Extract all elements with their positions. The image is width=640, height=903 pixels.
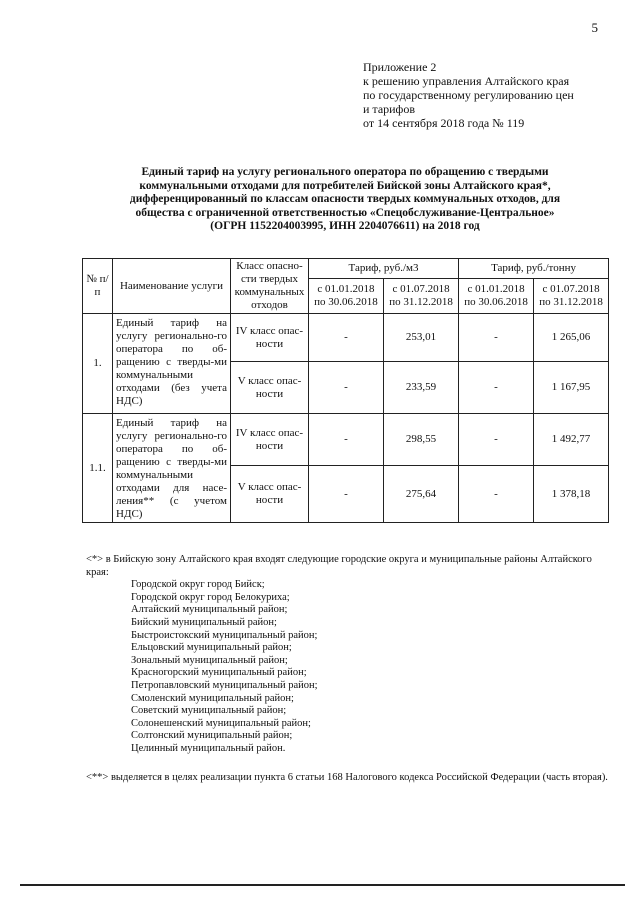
- list-item: Петропавловский муниципальный район;: [131, 679, 318, 691]
- list-item: Быстроистокский муниципальный район;: [131, 629, 318, 641]
- title-line: общества с ограниченной ответственностью «Спецобслуживание-Центральное»: [135, 206, 555, 219]
- tariff-value: -: [459, 362, 534, 414]
- table-row: [83, 314, 609, 362]
- list-item: Городской округ город Бийск;: [131, 579, 265, 591]
- appendix-line: от 14 сентября 2018 года № 119: [363, 116, 525, 130]
- district-list: [86, 579, 608, 755]
- appendix-line: по государственному регулированию цен: [363, 88, 574, 102]
- tariff-value: -: [309, 362, 384, 414]
- header-period: с 01.01.2018 по 30.06.2018: [309, 278, 384, 313]
- tariff-value: -: [309, 466, 384, 523]
- list-item: Алтайский муниципальный район;: [131, 604, 288, 616]
- list-item: Целинный муниципальный район.: [131, 742, 286, 754]
- tariff-value: 1 378,18: [534, 466, 609, 523]
- title-line: Единый тариф на услугу регионального оператора по обращению с твердыми: [141, 166, 549, 178]
- footnotes: [86, 554, 608, 784]
- list-item: Красногорский муниципальный район;: [131, 667, 307, 679]
- tariff-value: 253,01: [384, 314, 459, 362]
- tariff-value: -: [309, 414, 384, 466]
- service-name: Единый тариф на услугу регионально-го оператора по об-ращению с тверды-ми коммунальными отходами (без учета НДС): [113, 314, 231, 414]
- header-tariff-m3: Тариф, руб./м3: [309, 259, 459, 279]
- tariff-value: 275,64: [384, 466, 459, 523]
- hazard-class: V класс опас-ности: [231, 362, 309, 414]
- header-num: № п/п: [83, 259, 113, 314]
- tariff-value: -: [459, 314, 534, 362]
- bottom-rule: [20, 884, 625, 886]
- tariff-value: -: [309, 314, 384, 362]
- hazard-class: IV класс опас-ности: [231, 314, 309, 362]
- list-item: Городской округ город Белокуриха;: [131, 591, 290, 603]
- tariff-value: -: [459, 466, 534, 523]
- document-title: [80, 166, 610, 234]
- list-item: Советский муниципальный район;: [131, 705, 287, 717]
- header-row: [83, 259, 609, 279]
- title-line: (ОГРН 1152204003995, ИНН 2204076611) на 2018 год: [210, 220, 480, 232]
- row-num: 1.: [83, 314, 113, 414]
- header-tariff-ton: Тариф, руб./тонну: [459, 259, 609, 279]
- footnote-vat: <**> выделяется в целях реализации пункта 6 статьи 168 Налогового кодекса Российской Федерации (часть вторая).: [86, 771, 608, 783]
- table-row: [83, 414, 609, 466]
- list-item: Смоленский муниципальный район;: [131, 692, 294, 704]
- list-item: Зональный муниципальный район;: [131, 654, 288, 666]
- tariff-value: 1 492,77: [534, 414, 609, 466]
- header-period: с 01.07.2018 по 31.12.2018: [384, 278, 459, 313]
- list-item: Солтонский муниципальный район;: [131, 730, 293, 742]
- list-item: Солонешенский муниципальный район;: [131, 717, 311, 729]
- tariff-value: -: [459, 414, 534, 466]
- header-service-name: Наименование услуги: [113, 259, 231, 314]
- header-period: с 01.07.2018 по 31.12.2018: [534, 278, 609, 313]
- list-item: Ельцовский муниципальный район;: [131, 642, 292, 654]
- list-item: Бийский муниципальный район;: [131, 616, 277, 628]
- row-num: 1.1.: [83, 414, 113, 523]
- appendix-line: к решению управления Алтайского края: [363, 74, 570, 88]
- tariff-value: 1 265,06: [534, 314, 609, 362]
- header-period: с 01.01.2018 по 30.06.2018: [459, 278, 534, 313]
- tariff-table: [82, 258, 609, 523]
- appendix-line: и тарифов: [363, 102, 416, 116]
- appendix-line: Приложение 2: [363, 60, 437, 74]
- title-line: дифференцированный по классам опасности твердых коммунальных отходов, для: [129, 193, 561, 205]
- tariff-value: 233,59: [384, 362, 459, 414]
- service-name: Единый тариф на услугу регионально-го оператора по об-ращению с тверды-ми коммунальными отходами для насе-ления** (с учетом НДС): [113, 414, 231, 523]
- tariff-value: 298,55: [384, 414, 459, 466]
- tariff-value: 1 167,95: [534, 362, 609, 414]
- appendix-header: [363, 60, 613, 130]
- hazard-class: IV класс опас-ности: [231, 414, 309, 466]
- page-number: 5: [591, 20, 598, 35]
- title-line: коммунальными отходами для потребителей Бийской зоны Алтайского края*,: [139, 179, 551, 192]
- footnote-zone: <*> в Бийскую зону Алтайского края входят следующие городские округа и муниципальные районы Алтайского края:: [86, 554, 592, 578]
- header-hazard-class: Класс опасно-сти твердых коммунальных отходов: [231, 259, 309, 314]
- hazard-class: V класс опас-ности: [231, 466, 309, 523]
